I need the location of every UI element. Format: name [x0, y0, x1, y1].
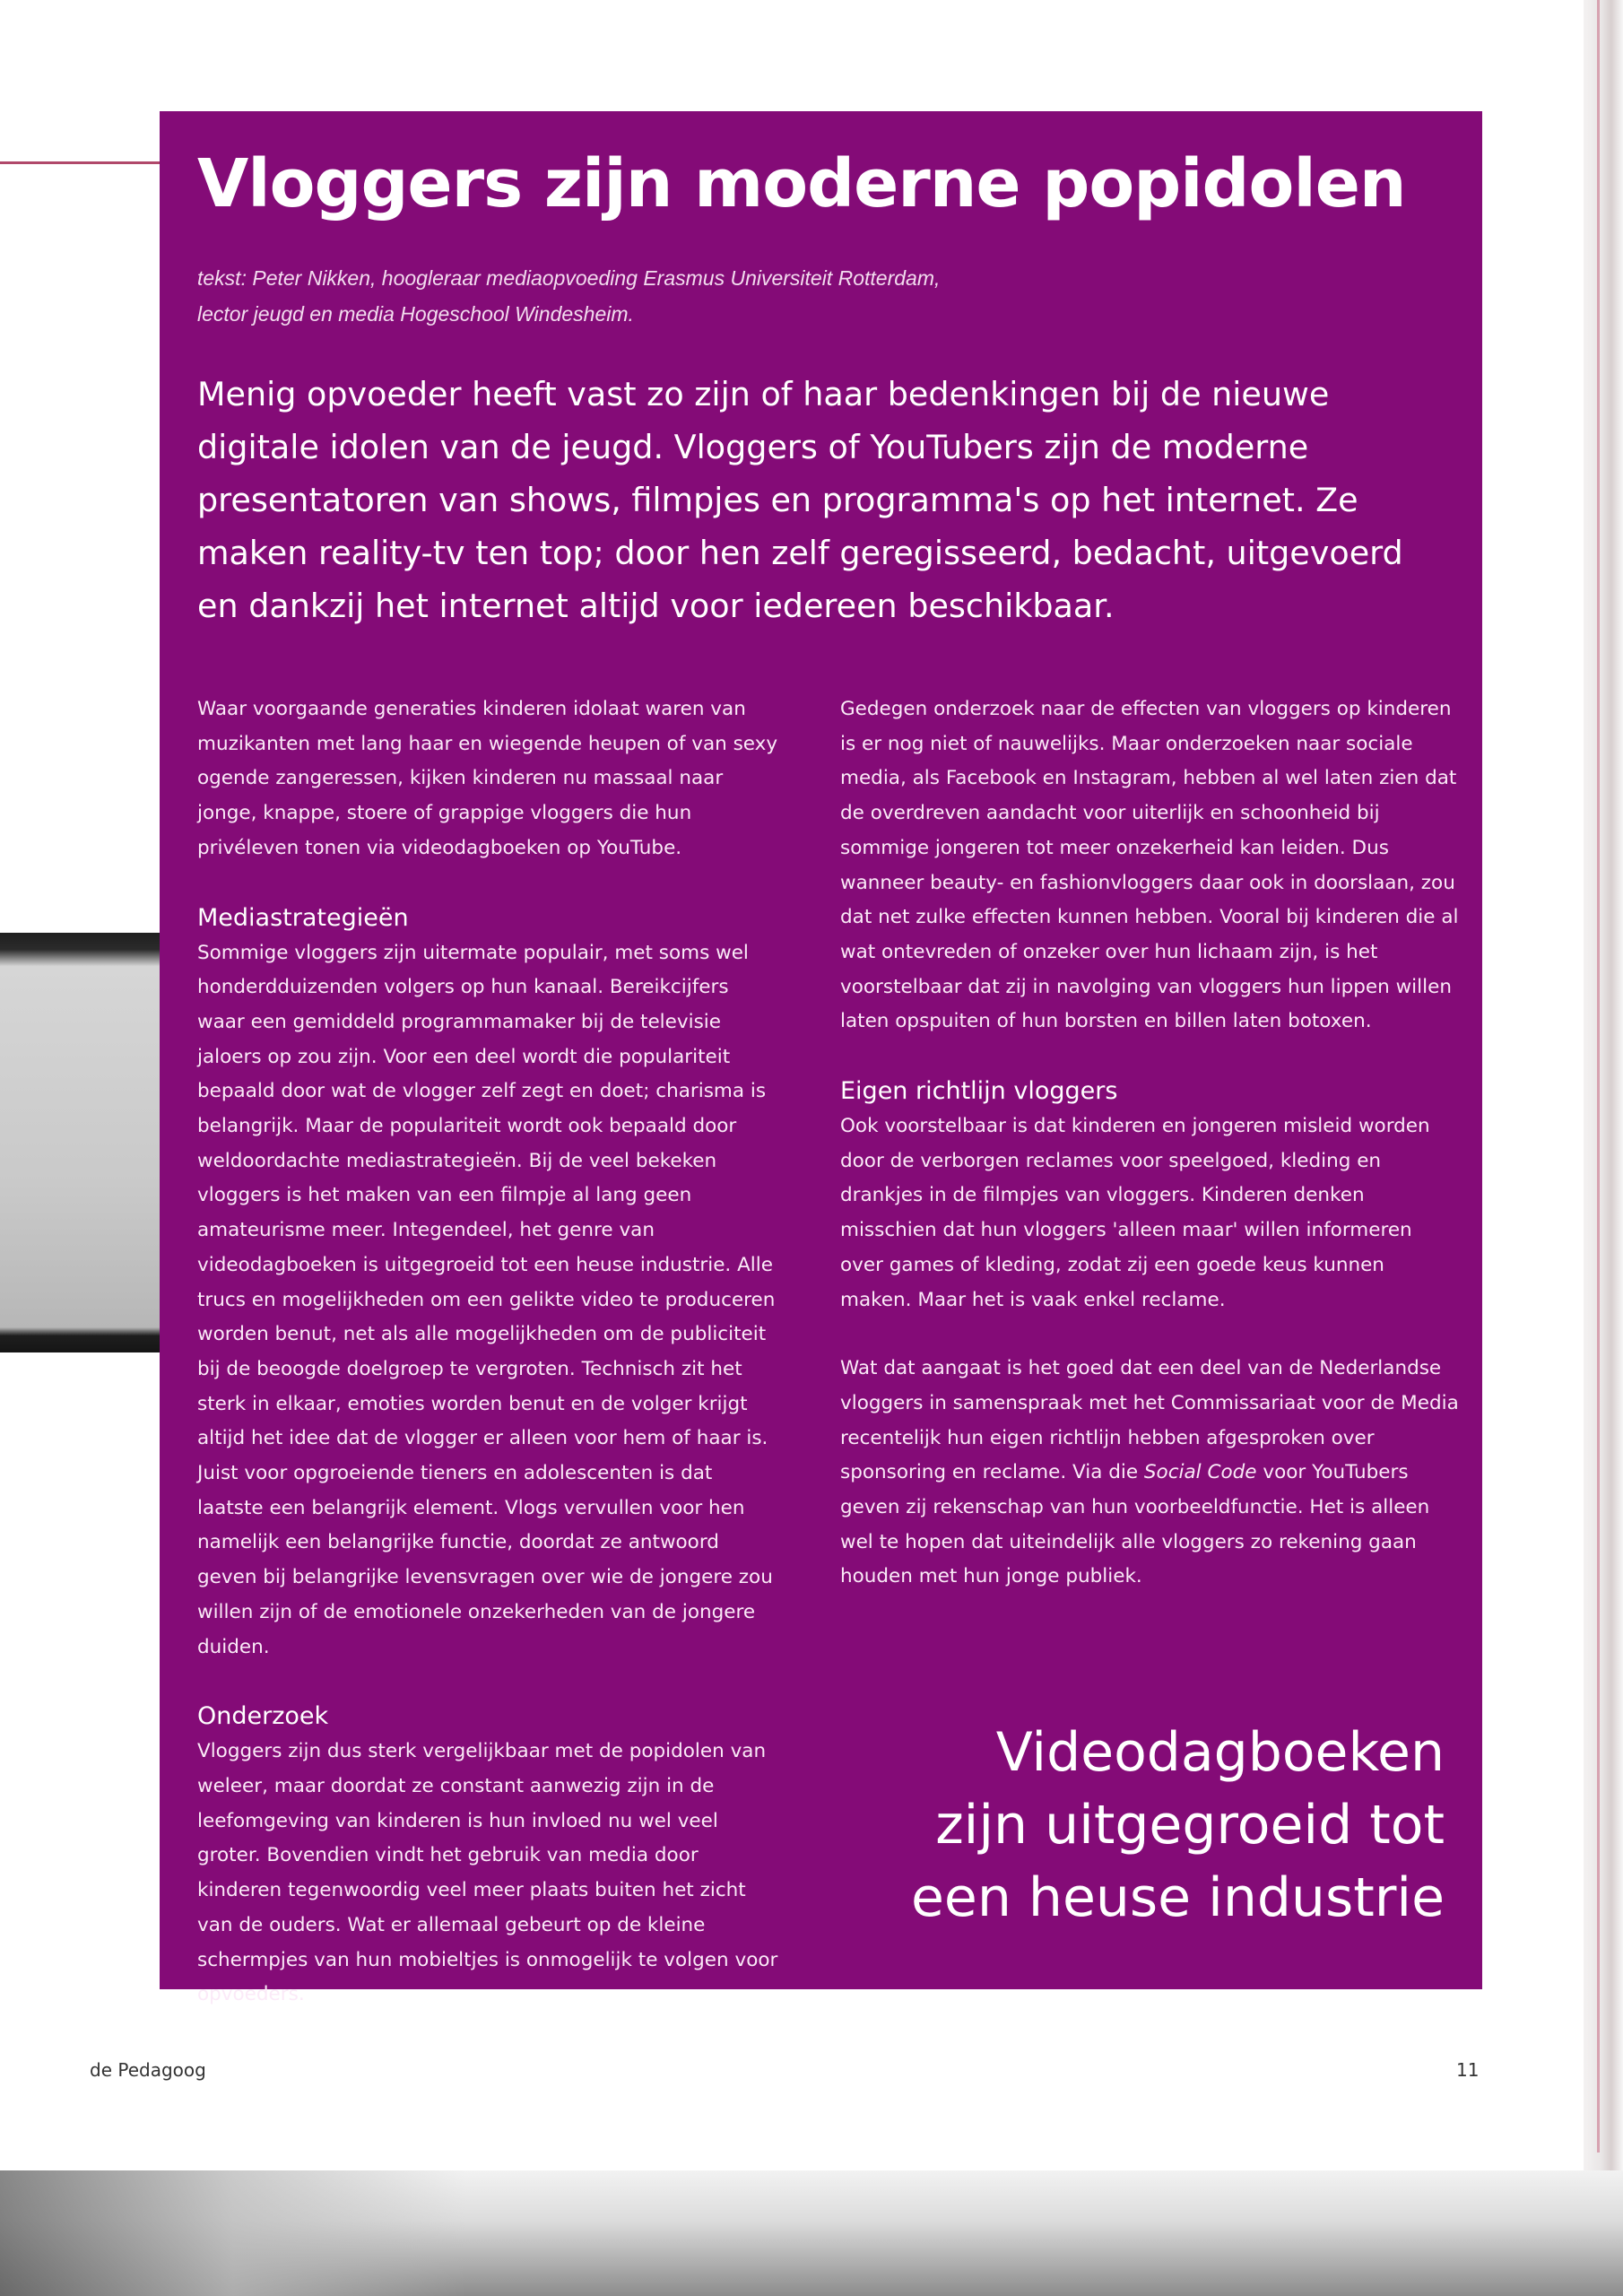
page-edge-shadow [1584, 0, 1623, 2296]
adjacent-page-photo [0, 933, 160, 1352]
right-paragraph-3-end: voor YouTubers geven zij rekenschap van hun voorbeeldfunctie. Het is alleen wel te hopen dat uiteindelijk alle vloggers zo rekening gaan houden met hun jonge publiek. [840, 1461, 1430, 1588]
section-heading-eigen-richtlijn: Eigen richtlijn vloggers [840, 1077, 1118, 1106]
right-column [840, 692, 1459, 1595]
scan-bottom-corner-shadow [0, 2170, 466, 2296]
right-paragraph-1: Gedegen onderzoek naar de effecten van vloggers op kinderen is er nog niet of nauwelijks. Maar onderzoeken naar sociale media, als Facebook en Instagram, hebben al wel laten zien dat de overdreven aandacht voor uiterlijk en schoonheid bij sommige jongeren tot meer onzekerheid kan leiden. Dus wanneer beauty- en fashionvloggers daar ook in doorslaan, zou dat net zulke effecten kunnen hebben. Vooral bij kinderen die al wat ontevreden of onzeker over hun lichaam zijn, is het voorstelbaar dat zij in navolging van vloggers hun lippen willen laten opspuiten of hun borsten en billen laten botoxen. [840, 698, 1459, 1033]
byline-line-1: tekst: Peter Nikken, hoogleraar mediaopvoeding Erasmus Universiteit Rotterdam, [197, 266, 941, 290]
social-code-term: Social Code [1143, 1461, 1257, 1484]
page-edge-line [1597, 0, 1600, 2152]
footer-publication: de Pedagoog [90, 2059, 206, 2081]
left-paragraph-1: Waar voorgaande generaties kinderen idolaat waren van muzikanten met lang haar en wiegende heupen of van sexy ogende zangeressen, kijken kinderen nu massaal naar jonge, knappe, stoere of grappige vloggers die hun privéleven tonen via videodagboeken op YouTube. [197, 698, 778, 859]
right-paragraph-3 [840, 1352, 1459, 1595]
left-column [197, 692, 780, 2013]
section-heading-onderzoek: Onderzoek [197, 1702, 329, 1731]
intro-paragraph: Menig opvoeder heeft vast zo zijn of haar bedenkingen bij de nieuwe digitale idolen van de jeugd. Vloggers of YouTubers zijn de moderne presentatoren van shows, filmpjes en programma's op het internet. Ze maken reality-tv ten top; door hen zelf geregisseerd, bedacht, uitgevoerd en dankzij het internet altijd voor iedereen beschikbaar. [197, 375, 1403, 625]
article-title: Vloggers zijn moderne popidolen [197, 145, 1406, 222]
article-panel [160, 111, 1482, 2006]
left-paragraph-3: Vloggers zijn dus sterk vergelijkbaar met de popidolen van weleer, maar doordat ze constant aanwezig zijn in de leefomgeving van kinderen is hun invloed nu wel veel groter. Bovendien vindt het gebruik van media door kinderen tegenwoordig veel meer plaats buiten het zicht van de ouders. Wat er allemaal gebeurt op de kleine schermpjes van hun mobieltjes is onmogelijk te volgen voor opvoeders. [197, 1740, 778, 2006]
left-paragraph-2: Sommige vloggers zijn uitermate populair, met soms wel honderdduizenden volgers op hun kanaal. Bereikcijfers waar een gemiddeld programmamaker bij de televisie jaloers op zou zijn. Voor een deel wordt die populariteit bepaald door wat de vlogger zelf zegt en doet; charisma is belangrijk. Maar de populariteit wordt ook bepaald door weldoordachte mediastrategieën. Bij de veel bekeken vloggers is het maken van een filmpje al lang geen amateurisme meer. Integendeel, het genre van videodagboeken is uitgegroeid tot een heuse industrie. Alle trucs en mogelijkheden om een gelikte video te produceren worden benut, net als alle mogelijkheden om de publiciteit bij de beoogde doelgroep te vergroten. Technisch zit het sterk in elkaar, emoties worden benut en de volger krijgt altijd het idee dat de vlogger er alleen voor hem of haar is. Juist voor opgroeiende tieners en adolescenten is dat laatste een belangrijk element. Vlogs vervullen voor hen namelijk een belangrijke functie, doordat ze antwoord geven bij belangrijke levensvragen over wie de jongere zou willen zijn of de emotionele onzekerheden van de jongere duiden. [197, 941, 776, 1658]
right-paragraph-3-start: Wat dat aangaat is het goed dat een deel van de Nederlandse vloggers in samenspraak met het Commissariaat voor de Media recentelijk hun eigen richtlijn hebben afgesproken over sponsoring en reclame. Via die [840, 1357, 1459, 1484]
pull-quote-line-2: zijn uitgegroeid tot [935, 1794, 1445, 1857]
scan-edge-rule [0, 161, 160, 164]
pull-quote-line-1: Videodagboeken [995, 1721, 1445, 1784]
byline [197, 260, 1184, 332]
byline-line-2: lector jeugd en media Hogeschool Windesheim. [197, 302, 634, 326]
right-paragraph-2: Ook voorstelbaar is dat kinderen en jongeren misleid worden door de verborgen reclames voor speelgoed, kleding en drankjes in de filmpjes van vloggers. Kinderen denken misschien dat hun vloggers 'alleen maar' willen informeren over games of kleding, zodat zij een goede keus kunnen maken. Maar het is vaak enkel reclame. [840, 1115, 1430, 1311]
pull-quote-line-3: een heuse industrie [911, 1866, 1445, 1929]
footer-page-number: 11 [1456, 2059, 1480, 2081]
section-heading-mediastrategieen: Mediastrategieën [197, 903, 409, 932]
pull-quote [835, 1717, 1445, 1935]
